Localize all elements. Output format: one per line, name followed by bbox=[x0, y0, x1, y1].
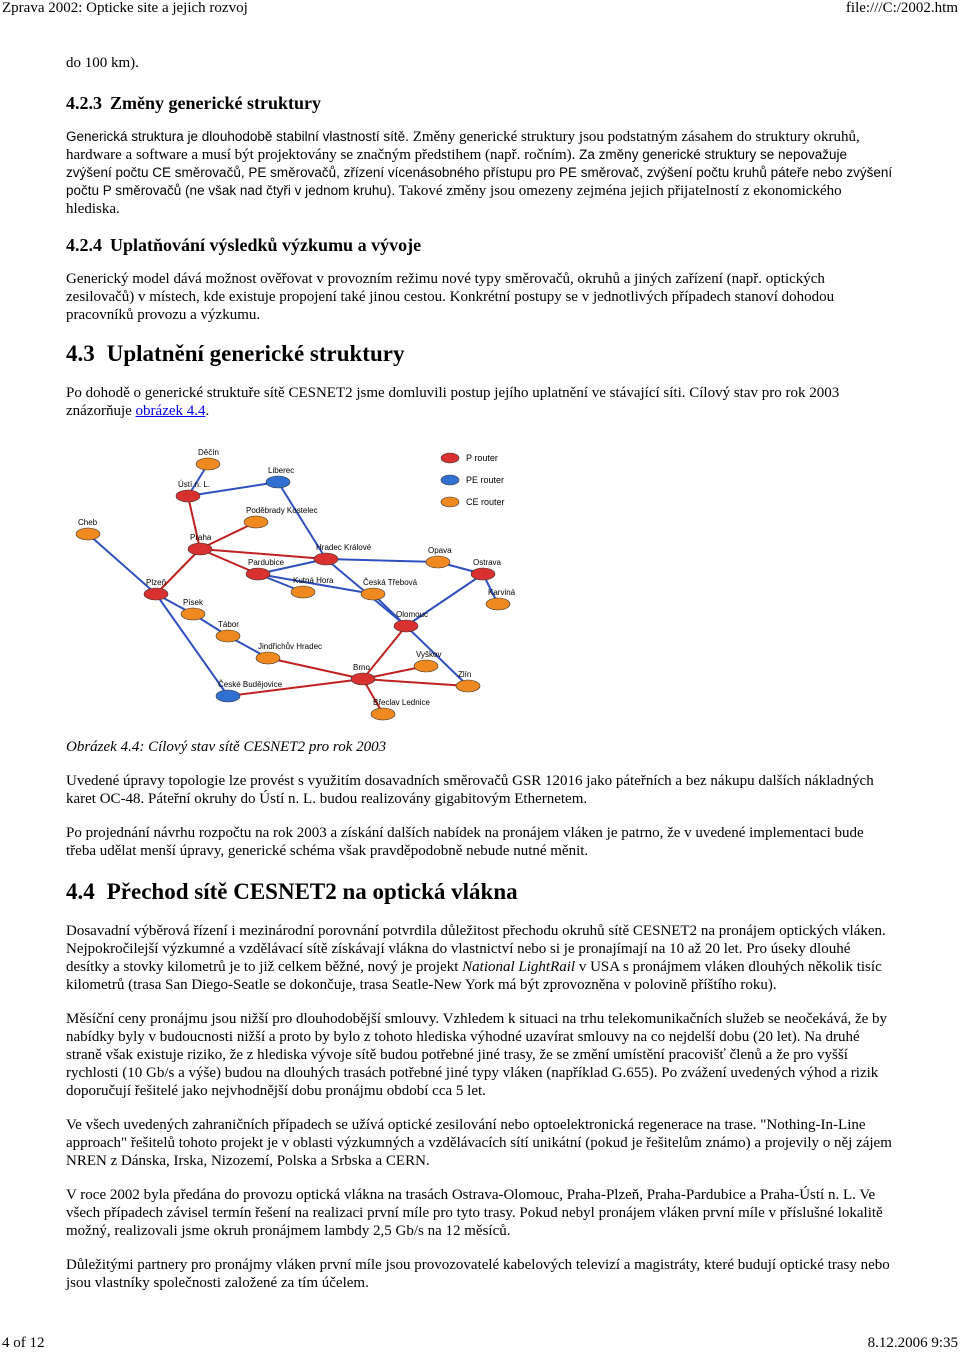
header-title: Zprava 2002: Opticke site a jejich rozvoj bbox=[2, 0, 248, 16]
router-icon bbox=[426, 556, 450, 568]
paragraph: V roce 2002 byla předána do provozu optická vlákna na trasách Ostrava-Olomouc, Praha-Plzeň, Praha-Pardubice a Praha-Ústí n. L. Ve všech případech závisel termín řešení na realizaci první míle pro tyto trasy. Pokud nebyl pronájem vláken první míle v příslušné lokalitě možný, realizovali jsme okruh pronájmem lambdy 2,5 Gb/s na 12 měsíců. bbox=[66, 1187, 883, 1239]
router-icon bbox=[256, 652, 280, 664]
section-heading-4-2-3 bbox=[66, 92, 896, 114]
paragraph bbox=[66, 384, 896, 420]
router-breclav bbox=[371, 698, 430, 720]
router-plzen bbox=[144, 578, 168, 600]
router-label: Hradec Králové bbox=[316, 543, 372, 552]
paragraph: Důležitými partnery pro pronájmy vláken první míle jsou provozovatelé kabelových televizí a magistráty, které budují optické trasy nebo jsou vlastníky společnosti založené za tím účelem. bbox=[66, 1257, 890, 1291]
router-label: Plzeň bbox=[146, 578, 167, 587]
intro-tail: do 100 km). bbox=[66, 55, 139, 71]
legend-swatch bbox=[441, 475, 459, 485]
router-cheb bbox=[76, 518, 100, 540]
router-label: Ostrava bbox=[473, 558, 502, 567]
section-heading-4-2-4 bbox=[66, 234, 896, 256]
router-liberec bbox=[266, 466, 294, 488]
link-praha-plzen bbox=[156, 549, 200, 594]
legend-swatch bbox=[441, 453, 459, 463]
paragraph: Ve všech uvedených zahraničních případech se užívá optické zesilování nebo optoelektronická regenerace na trase. "Nothing-In-Line approach" řešitelů tohoto projekt je v oblasti výzkumných a vzdělávacích sítí unikátní (pokud je řešitelům známo) a projevily o něj zájem NREN z Dánska, Irska, Nizozemí, Polska a Srbska a CERN. bbox=[66, 1117, 892, 1169]
diagram-legend bbox=[440, 446, 530, 526]
router-label: Poděbrady Kostelec bbox=[246, 506, 318, 515]
router-label: Česká Třebová bbox=[363, 578, 418, 587]
paragraph: Měsíční ceny pronájmu jsou nižší pro dlouhodobější smlouvy. Vzhledem k situaci na trhu telekomunikačních služeb se neočekává, že by nabídky byly v budoucnosti nižší a proto by bylo z tohoto hlediska výhodné uzavírat smlouvy na co nejdelší dobu (20 let). Na druhé straně však existuje riziko, že z hlediska vývoje sítě budou potřebné jiné trasy, že se změní umístění pracovišť členů a že pro vyšší rychlosti (10 Gb/s a výše) budou na dlouhých trasách potřebné jiné typy vláken (například G.655). Po zvážení uvedených výhod a rizik doporučují řešitelé jako nejvhodnější dobu pronájmu období cca 5 let. bbox=[66, 1011, 888, 1099]
router-label: Děčín bbox=[198, 448, 219, 457]
router-icon bbox=[181, 608, 205, 620]
section-title: Uplatnění generické struktury bbox=[106, 341, 405, 366]
section-heading-4-4 bbox=[66, 878, 896, 906]
router-decin bbox=[196, 448, 220, 470]
legend-label: CE router bbox=[466, 497, 505, 507]
project-name: National LightRail bbox=[462, 959, 576, 975]
router-icon bbox=[246, 568, 270, 580]
link-hk-opava bbox=[326, 559, 438, 562]
router-label: Tábor bbox=[218, 620, 239, 629]
text-span: Po dohodě o generické struktuře sítě CESNET2 jsme domluvili postup jejího uplatnění ve stávající síti. Cílový stav pro rok 2003 znázorňuje bbox=[66, 385, 840, 419]
paragraph: Generický model dává možnost ověřovat v provozním režimu nové typy směrovačů, okruhů a jiných zařízení (např. optických zesilovačů) v místech, kde existuje propojení také jinou cestou. Konkrétní postupy se v jednotlivých případech stanoví dohodou pracovníků provozu a výzkumu. bbox=[66, 271, 835, 323]
router-icon bbox=[414, 660, 438, 672]
router-label: Kutná Hora bbox=[293, 576, 334, 585]
router-ct bbox=[361, 578, 418, 600]
router-label: Písek bbox=[183, 598, 204, 607]
router-podebrady bbox=[244, 506, 318, 528]
router-label: Jindřichův Hradec bbox=[258, 642, 323, 651]
router-label: Pardubice bbox=[248, 558, 285, 567]
router-opava bbox=[426, 546, 452, 568]
text-span: . bbox=[205, 403, 210, 419]
text-span: Za změny generické struktury se nepovažuje zvýšení počtu CE směrovačů, PE směrovačů, zřízení vícenásobného přístupu pro PE směrovač, zvýšení počtu kruhů páteře nebo zvýšení počtu P směrovačů (ne však nad čtyři v jednom kruhu). bbox=[66, 147, 893, 198]
print-datetime: 8.12.2006 9:35 bbox=[867, 1335, 958, 1351]
text-span: v USA s pronájmem vláken dlouhých několik tisíc kilometrů (trasa San Diego-Seatle se dokončuje, trasa Seatle-New York má být zprovozněna v polovině příštího roku). bbox=[66, 959, 882, 993]
router-icon bbox=[216, 690, 240, 702]
router-icon bbox=[371, 708, 395, 720]
link-brno-zlin bbox=[363, 679, 468, 686]
page-number: 4 of 12 bbox=[2, 1335, 45, 1351]
router-label: Opava bbox=[428, 546, 452, 555]
paragraph bbox=[66, 922, 896, 994]
router-icon bbox=[216, 630, 240, 642]
router-jh bbox=[256, 642, 322, 664]
figure-link[interactable]: obrázek 4.4 bbox=[135, 403, 206, 419]
router-label: Vyškov bbox=[416, 650, 442, 659]
router-zlin bbox=[456, 670, 480, 692]
router-label: České Budějovice bbox=[218, 680, 283, 689]
section-number: 4.2.3 bbox=[66, 93, 102, 113]
router-icon bbox=[291, 586, 315, 598]
router-icon bbox=[176, 490, 200, 502]
router-label: Karviná bbox=[488, 588, 516, 597]
text-span: Takové změny jsou omezeny zejména jejich přijatelností z ekonomického hlediska. bbox=[66, 183, 842, 217]
paragraph: Uvedené úpravy topologie lze provést s využitím dosavadních směrovačů GSR 12016 jako páteřních a bez nákupu dalších nákladných karet OC-48. Páteřní okruhy do Ústí n. L. budou realizovány gigabitovým Ethernetem. bbox=[66, 773, 874, 807]
section-number: 4.3 bbox=[66, 341, 95, 366]
link-jh-brno bbox=[268, 658, 363, 679]
print-header bbox=[0, 0, 960, 20]
figure-caption: Obrázek 4.4: Cílový stav sítě CESNET2 pro rok 2003 bbox=[66, 739, 387, 755]
text-span: Změny generické struktury jsou podstatným zásahem do struktury okruhů, hardware a software a musí být projektovány se značným předstihem (např. ročním). bbox=[66, 129, 860, 163]
router-icon bbox=[76, 528, 100, 540]
router-olomouc bbox=[394, 610, 428, 632]
legend-label: PE router bbox=[466, 475, 505, 485]
legend-label: P router bbox=[466, 453, 498, 463]
document-body-lower bbox=[66, 738, 896, 1292]
router-icon bbox=[351, 673, 375, 685]
router-icon bbox=[266, 476, 290, 488]
text-span: Dosavadní výběrová řízení i mezinárodní porovnání potvrdila důležitost přechodu okruhů sítě CESNET2 na pronájem optických vláken. Nejpokročilejší výzkumné a vzdělávací sítě získávají vlákna do vlastnictví nebo si je pronajímají na 10 až 20 let. Pro úseky dlouhé desítky a stovky kilometrů je to již celkem běžné, nový je projekt bbox=[66, 923, 886, 975]
print-footer bbox=[0, 1332, 960, 1354]
router-icon bbox=[244, 516, 268, 528]
router-icon bbox=[471, 568, 495, 580]
router-icon bbox=[314, 553, 338, 565]
text-span: Generická struktura je dlouhodobě stabilní vlastností sítě. bbox=[66, 129, 409, 144]
router-label: Zlín bbox=[458, 670, 472, 679]
router-label: Brno bbox=[353, 663, 370, 672]
router-icon bbox=[188, 543, 212, 555]
section-number: 4.2.4 bbox=[66, 235, 102, 255]
router-icon bbox=[456, 680, 480, 692]
router-label: Břeclav Lednice bbox=[373, 698, 430, 707]
router-label: Cheb bbox=[78, 518, 98, 527]
legend-swatch bbox=[441, 497, 459, 507]
section-heading-4-3 bbox=[66, 340, 896, 368]
router-hk bbox=[314, 543, 372, 565]
document-body bbox=[66, 52, 896, 420]
router-brno bbox=[351, 663, 375, 685]
router-icon bbox=[196, 458, 220, 470]
router-label: Ústí n. L. bbox=[178, 480, 211, 489]
router-icon bbox=[144, 588, 168, 600]
router-icon bbox=[394, 620, 418, 632]
header-url: file:///C:/2002.htm bbox=[845, 0, 958, 16]
section-title: Změny generické struktury bbox=[110, 93, 321, 113]
router-usti bbox=[176, 480, 210, 502]
router-icon bbox=[486, 598, 510, 610]
paragraph: Po projednání návrhu rozpočtu na rok 2003 a získání dalších nabídek na pronájem vláken je patrno, že v uvedené implementaci bude třeba udělat menší úpravy, generické schéma však pravděpodobně nebude nutné měnit. bbox=[66, 825, 864, 859]
paragraph bbox=[66, 128, 896, 218]
router-icon bbox=[361, 588, 385, 600]
router-label: Praha bbox=[190, 533, 212, 542]
section-title: Přechod sítě CESNET2 na optická vlákna bbox=[106, 879, 518, 904]
section-title: Uplatňování výsledků výzkumu a vývoje bbox=[110, 235, 422, 255]
router-ostrava bbox=[471, 558, 502, 580]
router-label: Liberec bbox=[268, 466, 295, 475]
router-vyskov bbox=[414, 650, 442, 672]
section-number: 4.4 bbox=[66, 879, 95, 904]
router-label: Olomouc bbox=[396, 610, 429, 619]
router-karvina bbox=[486, 588, 516, 610]
